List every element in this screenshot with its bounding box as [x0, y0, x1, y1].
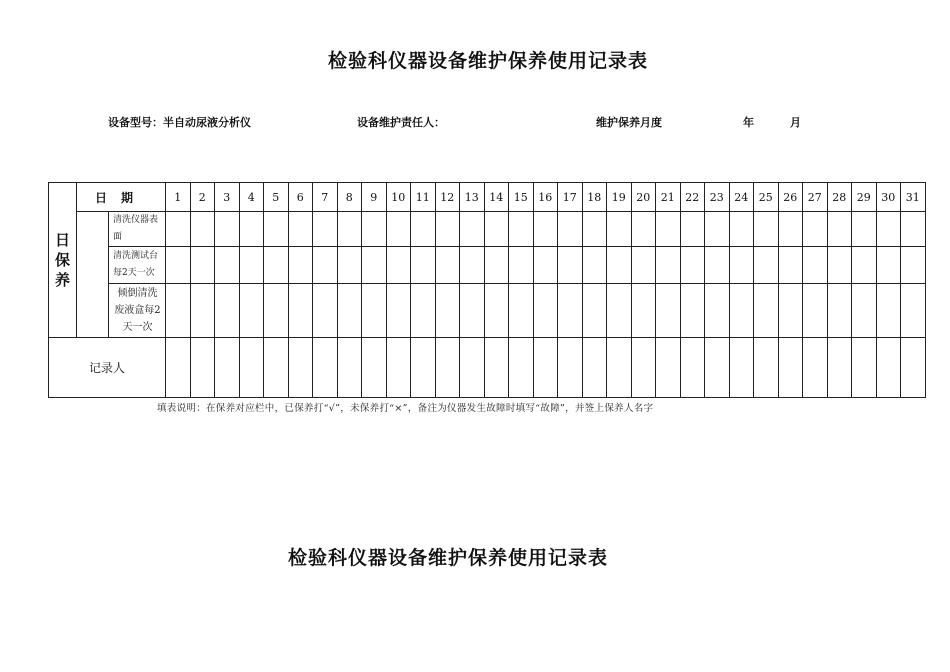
check-cell[interactable]: [852, 212, 877, 247]
check-cell[interactable]: [607, 284, 632, 338]
check-cell[interactable]: [313, 247, 338, 284]
day-number: 30: [876, 183, 901, 212]
recorder-cell[interactable]: [386, 338, 411, 398]
check-cell[interactable]: [901, 284, 926, 338]
check-cell[interactable]: [460, 247, 485, 284]
task-row: [49, 284, 926, 338]
check-cell[interactable]: [435, 212, 460, 247]
check-cell[interactable]: [337, 212, 362, 247]
responsible-label: 设备维护责任人：: [357, 116, 445, 129]
recorder-cell[interactable]: [264, 338, 289, 398]
recorder-cell[interactable]: [239, 338, 264, 398]
check-cell[interactable]: [705, 212, 730, 247]
check-cell[interactable]: [656, 284, 681, 338]
check-cell[interactable]: [386, 284, 411, 338]
check-cell[interactable]: [411, 212, 436, 247]
task-label: 倾倒清洗废液盒每2天一次: [109, 284, 166, 338]
maintenance-log-table: [48, 182, 926, 398]
check-cell[interactable]: [264, 284, 289, 338]
check-cell[interactable]: [803, 212, 828, 247]
day-number: 18: [582, 183, 607, 212]
day-number: 2: [190, 183, 215, 212]
day-number: 24: [729, 183, 754, 212]
check-cell[interactable]: [166, 212, 191, 247]
day-number: 12: [435, 183, 460, 212]
task-label: 清洗测试台每2天一次: [109, 247, 166, 284]
day-number: 25: [754, 183, 779, 212]
check-cell[interactable]: [411, 284, 436, 338]
day-number: 23: [705, 183, 730, 212]
recorder-cell[interactable]: [754, 338, 779, 398]
check-cell[interactable]: [778, 247, 803, 284]
check-cell[interactable]: [631, 247, 656, 284]
check-cell[interactable]: [533, 247, 558, 284]
day-number: 4: [239, 183, 264, 212]
check-cell[interactable]: [803, 247, 828, 284]
check-cell[interactable]: [533, 212, 558, 247]
check-cell[interactable]: [484, 212, 509, 247]
day-number: 26: [778, 183, 803, 212]
recorder-cell[interactable]: [215, 338, 240, 398]
recorder-cell[interactable]: [337, 338, 362, 398]
check-cell[interactable]: [656, 247, 681, 284]
day-number: 17: [558, 183, 583, 212]
check-cell[interactable]: [435, 284, 460, 338]
recorder-cell[interactable]: [166, 338, 191, 398]
check-cell[interactable]: [901, 247, 926, 284]
check-cell[interactable]: [484, 247, 509, 284]
check-cell[interactable]: [362, 284, 387, 338]
day-number: 11: [411, 183, 436, 212]
fill-instructions: 填表说明：在保养对应栏中，已保养打“√”，未保养打“×”，备注为仪器发生故障时填写“故障”，并签上保养人名字: [157, 403, 654, 414]
day-number: 31: [901, 183, 926, 212]
side-label-text: 日保养: [54, 231, 70, 289]
date-header: 日期: [77, 183, 166, 212]
day-number: 20: [631, 183, 656, 212]
check-cell[interactable]: [264, 247, 289, 284]
recorder-cell[interactable]: [460, 338, 485, 398]
recorder-cell[interactable]: [313, 338, 338, 398]
check-cell[interactable]: [582, 284, 607, 338]
check-cell[interactable]: [558, 212, 583, 247]
check-cell[interactable]: [582, 212, 607, 247]
check-cell[interactable]: [337, 284, 362, 338]
check-cell[interactable]: [313, 284, 338, 338]
check-cell[interactable]: [778, 284, 803, 338]
check-cell[interactable]: [533, 284, 558, 338]
check-cell[interactable]: [631, 212, 656, 247]
check-cell[interactable]: [852, 284, 877, 338]
recorder-cell[interactable]: [778, 338, 803, 398]
check-cell[interactable]: [509, 212, 534, 247]
page-title-repeat: 检验科仪器设备维护保养使用记录表: [287, 547, 608, 569]
check-cell[interactable]: [215, 284, 240, 338]
check-cell[interactable]: [558, 247, 583, 284]
day-number: 29: [852, 183, 877, 212]
year-label: 年: [743, 116, 754, 129]
recorder-cell[interactable]: [803, 338, 828, 398]
check-cell[interactable]: [876, 284, 901, 338]
recorder-cell[interactable]: [582, 338, 607, 398]
check-cell[interactable]: [901, 212, 926, 247]
day-number: 19: [607, 183, 632, 212]
check-cell[interactable]: [313, 212, 338, 247]
check-cell[interactable]: [166, 284, 191, 338]
check-cell[interactable]: [705, 284, 730, 338]
task-row: [49, 212, 926, 247]
recorder-label: 记录人: [49, 338, 166, 398]
day-number: 27: [803, 183, 828, 212]
day-number: 9: [362, 183, 387, 212]
check-cell[interactable]: [484, 284, 509, 338]
day-number: 10: [386, 183, 411, 212]
check-cell[interactable]: [411, 247, 436, 284]
day-number: 5: [264, 183, 289, 212]
check-cell[interactable]: [386, 212, 411, 247]
recorder-row: [49, 338, 926, 398]
check-cell[interactable]: [190, 212, 215, 247]
recorder-cell[interactable]: [705, 338, 730, 398]
recorder-cell[interactable]: [827, 338, 852, 398]
check-cell[interactable]: [362, 212, 387, 247]
check-cell[interactable]: [288, 284, 313, 338]
check-cell[interactable]: [803, 284, 828, 338]
check-cell[interactable]: [852, 247, 877, 284]
task-spacer: [77, 212, 109, 338]
recorder-cell[interactable]: [901, 338, 926, 398]
page-title: 检验科仪器设备维护保养使用记录表: [327, 50, 648, 72]
recorder-cell[interactable]: [411, 338, 436, 398]
check-cell[interactable]: [876, 247, 901, 284]
check-cell[interactable]: [264, 212, 289, 247]
check-cell[interactable]: [288, 212, 313, 247]
check-cell[interactable]: [827, 247, 852, 284]
check-cell[interactable]: [680, 247, 705, 284]
check-cell[interactable]: [656, 212, 681, 247]
check-cell[interactable]: [729, 247, 754, 284]
check-cell[interactable]: [558, 284, 583, 338]
check-cell[interactable]: [827, 284, 852, 338]
check-cell[interactable]: [435, 247, 460, 284]
day-number: 28: [827, 183, 852, 212]
task-label: 清洗仪器表面: [109, 212, 166, 247]
task-row: [49, 247, 926, 284]
check-cell[interactable]: [582, 247, 607, 284]
day-number: 21: [656, 183, 681, 212]
recorder-cell[interactable]: [533, 338, 558, 398]
check-cell[interactable]: [754, 247, 779, 284]
daily-maintenance-label: [49, 183, 77, 338]
check-cell[interactable]: [827, 212, 852, 247]
check-cell[interactable]: [337, 247, 362, 284]
check-cell[interactable]: [215, 212, 240, 247]
recorder-cell[interactable]: [852, 338, 877, 398]
day-number: 15: [509, 183, 534, 212]
recorder-cell[interactable]: [729, 338, 754, 398]
month-label: 月: [790, 116, 801, 129]
check-cell[interactable]: [754, 284, 779, 338]
day-number: 1: [166, 183, 191, 212]
day-number: 16: [533, 183, 558, 212]
day-number: 14: [484, 183, 509, 212]
recorder-cell[interactable]: [680, 338, 705, 398]
check-cell[interactable]: [460, 284, 485, 338]
recorder-cell[interactable]: [876, 338, 901, 398]
day-number: 7: [313, 183, 338, 212]
day-number: 3: [215, 183, 240, 212]
check-cell[interactable]: [239, 284, 264, 338]
recorder-cell[interactable]: [656, 338, 681, 398]
check-cell[interactable]: [729, 212, 754, 247]
check-cell[interactable]: [239, 247, 264, 284]
day-number: 22: [680, 183, 705, 212]
check-cell[interactable]: [607, 247, 632, 284]
recorder-cell[interactable]: [509, 338, 534, 398]
recorder-cell[interactable]: [362, 338, 387, 398]
check-cell[interactable]: [460, 212, 485, 247]
check-cell[interactable]: [288, 247, 313, 284]
check-cell[interactable]: [680, 212, 705, 247]
check-cell[interactable]: [754, 212, 779, 247]
recorder-cell[interactable]: [435, 338, 460, 398]
check-cell[interactable]: [705, 247, 730, 284]
check-cell[interactable]: [239, 212, 264, 247]
check-cell[interactable]: [215, 247, 240, 284]
check-cell[interactable]: [876, 212, 901, 247]
check-cell[interactable]: [166, 247, 191, 284]
recorder-cell[interactable]: [558, 338, 583, 398]
recorder-cell[interactable]: [484, 338, 509, 398]
day-number: 6: [288, 183, 313, 212]
check-cell[interactable]: [190, 284, 215, 338]
check-cell[interactable]: [778, 212, 803, 247]
check-cell[interactable]: [190, 247, 215, 284]
recorder-cell[interactable]: [607, 338, 632, 398]
recorder-cell[interactable]: [288, 338, 313, 398]
check-cell[interactable]: [362, 247, 387, 284]
check-cell[interactable]: [680, 284, 705, 338]
day-number: 13: [460, 183, 485, 212]
month-period-label: 维护保养月度: [596, 116, 662, 129]
check-cell[interactable]: [509, 284, 534, 338]
check-cell[interactable]: [729, 284, 754, 338]
device-model-label: 设备型号：半自动尿液分析仪: [108, 116, 251, 129]
check-cell[interactable]: [631, 284, 656, 338]
check-cell[interactable]: [386, 247, 411, 284]
recorder-cell[interactable]: [631, 338, 656, 398]
check-cell[interactable]: [607, 212, 632, 247]
day-number: 8: [337, 183, 362, 212]
header-row: [49, 183, 926, 212]
recorder-cell[interactable]: [190, 338, 215, 398]
check-cell[interactable]: [509, 247, 534, 284]
